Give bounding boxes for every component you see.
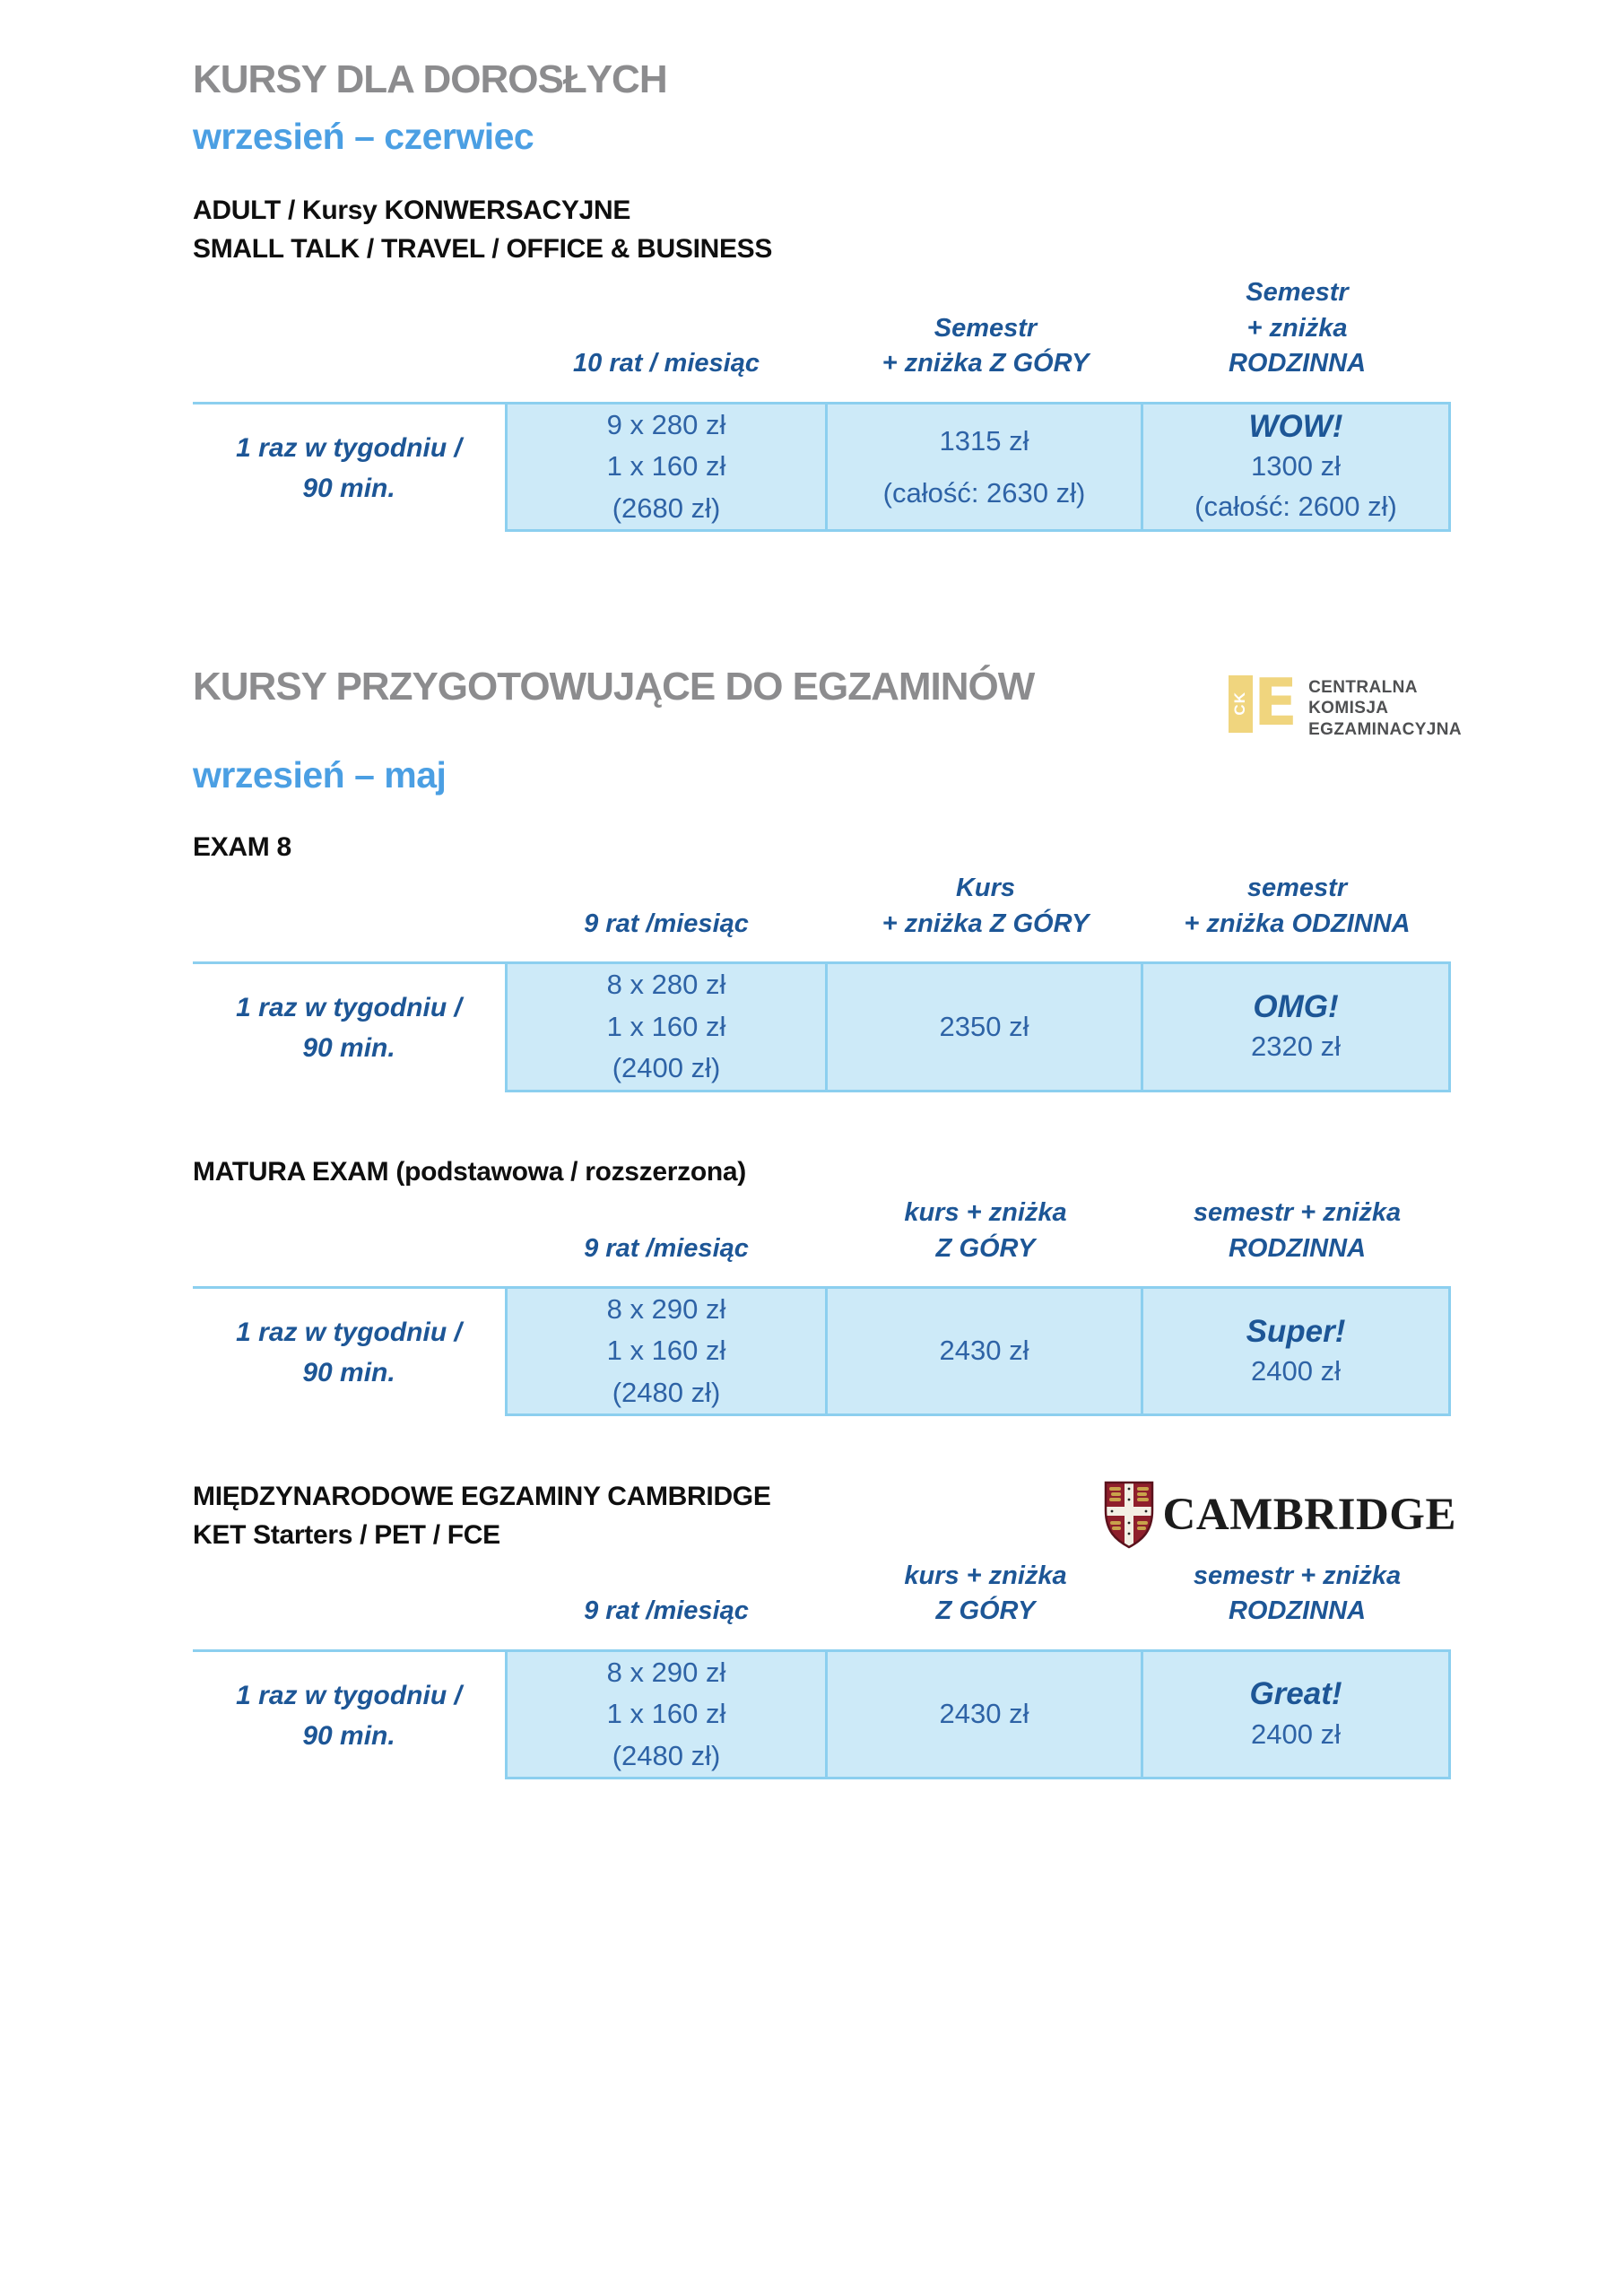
cambridge-logo <box>1103 1480 1456 1550</box>
header-line: Kurs <box>955 874 1016 903</box>
cambridge-heading-line1: MIĘDZYNARODOWE EGZAMINY CAMBRIDGE <box>193 1481 771 1511</box>
cell-upfront <box>828 1286 1143 1417</box>
price-line: 1300 zł <box>1251 450 1341 483</box>
col-header-upfront <box>828 311 1143 402</box>
col-header-upfront <box>828 1559 1143 1649</box>
matura-table-data-row <box>193 1286 1451 1410</box>
header-line: semestr <box>1246 874 1348 903</box>
section-exams <box>193 664 1462 1771</box>
exam8-table-header-row <box>193 871 1451 961</box>
col-header-upfront <box>828 1196 1143 1286</box>
matura-pricing-table <box>193 1196 1451 1410</box>
header-line: 10 rat / miesiąc <box>573 349 760 378</box>
row-label-frequency <box>193 961 505 1092</box>
cke-logo <box>1229 664 1462 741</box>
col-header-family <box>1143 1196 1451 1286</box>
section-subtitle-exams: wrzesień – maj <box>193 754 447 796</box>
matura-heading: MATURA EXAM (podstawowa / rozszerzona) <box>193 1157 746 1187</box>
price-line: 2350 zł <box>939 1010 1029 1042</box>
col-header-installments <box>505 346 828 401</box>
price-line: 1 x 160 zł <box>606 1698 726 1730</box>
price-line: (całość: 2630 zł) <box>882 476 1086 509</box>
course-heading-line1: ADULT / Kursy KONWERSACYJNE <box>193 195 631 225</box>
cambridge-logo-text: CAMBRIDGE <box>1162 1489 1456 1540</box>
price-line: (całość: 2600 zł) <box>1194 491 1397 523</box>
cambridge-table-header-row <box>193 1559 1451 1649</box>
promo-word: Super! <box>1246 1313 1346 1349</box>
section-subtitle-adult: wrzesień – czerwiec <box>193 115 534 157</box>
price-line: (2400 zł) <box>612 1052 721 1084</box>
label-line: 1 raz w tygodniu / <box>236 993 462 1023</box>
col-header-installments <box>505 907 828 961</box>
header-line: semestr + zniżka <box>1193 1561 1402 1590</box>
label-line: 1 raz w tygodniu / <box>236 433 462 464</box>
label-line: 90 min. <box>302 1358 395 1388</box>
header-line: RODZINNA <box>1228 349 1367 378</box>
cell-upfront <box>828 402 1143 533</box>
header-line: Semestr <box>934 313 1038 343</box>
col-header-family <box>1143 1559 1451 1649</box>
label-line: 1 raz w tygodniu / <box>236 1680 462 1710</box>
header-spacer <box>193 1266 505 1286</box>
section-title-adult: KURSY DLA DOROSŁYCH <box>193 57 667 101</box>
header-line: RODZINNA <box>1228 1596 1367 1626</box>
price-line: 2430 zł <box>939 1698 1029 1730</box>
header-line: + zniżka Z GÓRY <box>881 349 1090 378</box>
price-line: 8 x 290 zł <box>606 1292 726 1325</box>
cell-family-discount <box>1143 402 1451 533</box>
price-line: 8 x 280 zł <box>606 969 726 1001</box>
cke-logo-mark <box>1229 664 1298 741</box>
promo-word: WOW! <box>1248 408 1343 444</box>
cke-text-line: KOMISJA <box>1308 699 1389 718</box>
cke-ck-letters: CK <box>1231 691 1249 717</box>
header-line: 9 rat /miesiąc <box>584 1596 749 1626</box>
header-spacer <box>193 1630 505 1649</box>
cell-installments <box>505 961 828 1092</box>
price-line: 2320 zł <box>1251 1031 1341 1063</box>
cell-upfront <box>828 961 1143 1092</box>
label-line: 1 raz w tygodniu / <box>236 1318 462 1348</box>
cke-e-letter: E <box>1253 664 1298 740</box>
price-line: 1 x 160 zł <box>606 1010 726 1042</box>
price-line: (2480 zł) <box>612 1376 721 1408</box>
course-heading-line2: SMALL TALK / TRAVEL / OFFICE & BUSINESS <box>193 233 773 264</box>
label-line: 90 min. <box>302 1033 395 1064</box>
cell-installments <box>505 1649 828 1780</box>
price-line: 9 x 280 zł <box>606 408 726 440</box>
cambridge-heading <box>193 1478 771 1555</box>
course-heading-adult <box>193 192 1451 269</box>
adult-table-header-row <box>193 275 1451 401</box>
adult-pricing-table <box>193 275 1451 529</box>
cambridge-pricing-table <box>193 1559 1451 1769</box>
exams-title-row <box>193 664 1462 741</box>
cambridge-table-data-row <box>193 1649 1451 1769</box>
cell-installments <box>505 402 828 533</box>
cell-family-discount <box>1143 1649 1451 1780</box>
col-header-installments <box>505 1594 828 1648</box>
cke-text-line: EGZAMINACYJNA <box>1308 719 1462 739</box>
col-header-upfront <box>828 871 1143 961</box>
price-line: 8 x 290 zł <box>606 1656 726 1688</box>
header-line: RODZINNA <box>1228 1233 1367 1263</box>
header-line: + zniżka ODZINNA <box>1184 909 1411 938</box>
adult-table-data-row <box>193 402 1451 530</box>
price-line: 1 x 160 zł <box>606 450 726 483</box>
exam8-pricing-table <box>193 871 1451 1083</box>
header-line: + zniżka <box>1246 313 1348 343</box>
price-line: 2400 zł <box>1251 1355 1341 1387</box>
header-line: kurs + zniżka <box>904 1561 1067 1590</box>
promo-word: OMG! <box>1253 988 1339 1024</box>
cell-installments <box>505 1286 828 1417</box>
header-line: semestr + zniżka <box>1193 1198 1402 1228</box>
price-line: 1 x 160 zł <box>606 1335 726 1367</box>
header-line: Semestr <box>1246 278 1349 308</box>
price-line: 2400 zł <box>1251 1718 1341 1750</box>
price-line: (2680 zł) <box>612 491 721 524</box>
header-line: 9 rat /miesiąc <box>584 909 749 938</box>
header-line: Z GÓRY <box>935 1596 1036 1626</box>
col-header-installments <box>505 1231 828 1286</box>
header-spacer <box>193 942 505 961</box>
cke-text-line: CENTRALNA <box>1308 677 1418 697</box>
header-line: + zniżka Z GÓRY <box>881 909 1090 938</box>
exam8-heading: EXAM 8 <box>193 832 291 863</box>
cambridge-title-row <box>193 1478 1456 1555</box>
label-line: 90 min. <box>302 1720 395 1751</box>
row-label-frequency <box>193 1286 505 1417</box>
header-line: kurs + zniżka <box>904 1198 1067 1228</box>
section-cambridge <box>193 1478 1456 1771</box>
cambridge-heading-line2: KET Starters / PET / FCE <box>193 1519 500 1550</box>
header-line: Z GÓRY <box>935 1233 1036 1263</box>
cell-family-discount <box>1143 961 1451 1092</box>
price-line: (2480 zł) <box>612 1739 721 1771</box>
exam8-table-data-row <box>193 961 1451 1083</box>
cell-family-discount <box>1143 1286 1451 1417</box>
cambridge-shield-icon <box>1103 1480 1155 1550</box>
row-label-frequency <box>193 402 505 533</box>
header-spacer <box>193 382 505 402</box>
page-content <box>193 0 1462 1771</box>
price-line: 2430 zł <box>939 1335 1029 1367</box>
cke-logo-text <box>1308 677 1462 741</box>
cell-upfront <box>828 1649 1143 1780</box>
col-header-family <box>1143 871 1451 961</box>
label-line: 90 min. <box>302 474 395 504</box>
promo-word: Great! <box>1249 1676 1342 1712</box>
cke-ck-box <box>1229 675 1253 733</box>
price-line: 1315 zł <box>939 425 1029 457</box>
row-label-frequency <box>193 1649 505 1780</box>
matura-table-header-row <box>193 1196 1451 1286</box>
header-line: 9 rat /miesiąc <box>584 1233 749 1263</box>
section-title-exams: KURSY PRZYGOTOWUJĄCE DO EGZAMINÓW <box>193 664 1035 709</box>
col-header-family <box>1143 275 1451 401</box>
